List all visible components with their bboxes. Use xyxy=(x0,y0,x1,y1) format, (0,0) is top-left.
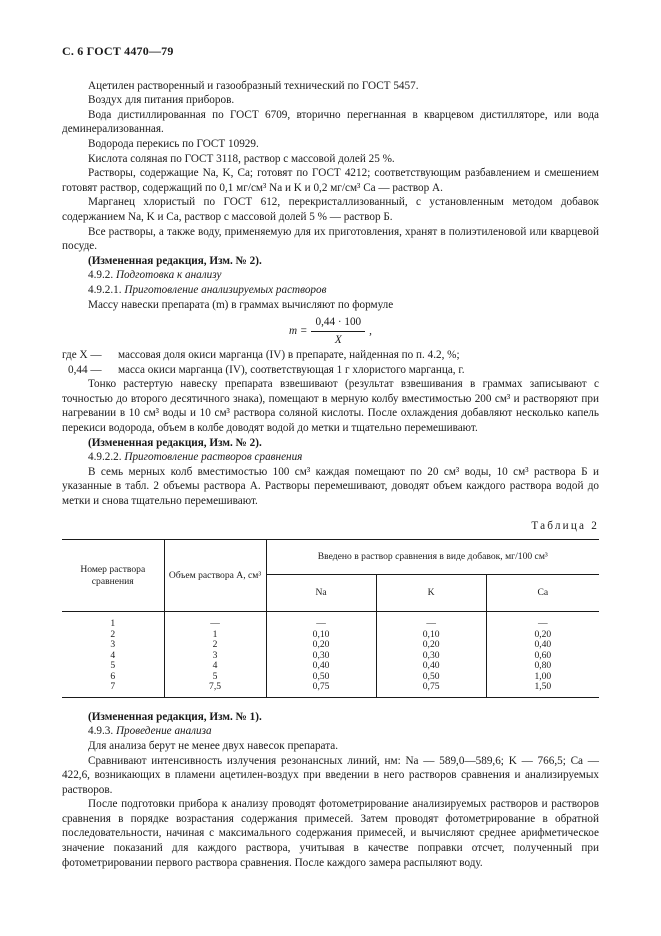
column-header-volume: Объем раствора А, см³ xyxy=(164,540,266,612)
cell-k: 0,30 xyxy=(376,651,486,662)
formula-numerator: 0,44 · 100 xyxy=(311,315,365,332)
cell-k: 0,75 xyxy=(376,682,486,697)
cell-volume: 1 xyxy=(164,630,266,641)
cell-number: 3 xyxy=(62,640,164,651)
legend-text: масса окиси марганца (IV), соответствующая 1 г хлористого марганца, г. xyxy=(118,363,465,376)
edit-note-3: (Измененная редакция, Изм. № 1). xyxy=(88,710,262,723)
formula-fraction xyxy=(311,315,365,347)
legend-row xyxy=(62,363,599,378)
mass-formula xyxy=(62,314,599,348)
cell-k: — xyxy=(376,612,486,630)
paragraph-peroxide: Водорода перекись по ГОСТ 10929. xyxy=(88,137,259,150)
table-row xyxy=(62,612,599,630)
column-header-na: Na xyxy=(266,575,376,612)
formula-tail: , xyxy=(369,324,372,337)
section-title: Проведение анализа xyxy=(115,725,212,738)
paragraph-resonance-lines: Сравнивают интенсивность излучения резонансных линий, нм: Na — 589,0—589,6; K — 766,5; Ca — 422,6, возникающих в пламени ацетилен-воздух при введении в него растворов сравнения и анализируемых растворов. xyxy=(62,754,599,796)
formula-lhs: m = xyxy=(289,324,308,337)
paragraph-photometry: После подготовки прибора к анализу проводят фотометрирование анализируемых растворов и растворов сравнения в порядке возрастания содержания примесей. Затем проводят фотометрирование в обратной последовательности, начиная с максимального содержания примесей, и вычисляют среднее арифметическое значение показаний для каждого раствора, учитывая в качестве поправки отсчет, полученный при фотометрировании первого раствора сравнения. После каждого замера распыляют воду. xyxy=(62,798,599,869)
paragraph-water: Вода дистиллированная по ГОСТ 6709, вторично перегнанная в кварцевом дистилляторе, или вода деминерализованная. xyxy=(62,108,599,136)
cell-ca: 1,50 xyxy=(486,682,599,697)
legend-row xyxy=(62,348,599,363)
cell-number: 1 xyxy=(62,612,164,630)
cell-volume: 2 xyxy=(164,640,266,651)
cell-number: 4 xyxy=(62,651,164,662)
formula-denominator: X xyxy=(334,333,342,346)
section-title: Приготовление анализируемых растворов xyxy=(124,283,327,296)
column-header-number: Номер раствора сравнения xyxy=(62,540,164,612)
table-row xyxy=(62,630,599,641)
section-number: 4.9.3. xyxy=(88,725,114,738)
cell-ca: 0,80 xyxy=(486,661,599,672)
paragraph-acetylene: Ацетилен растворенный и газообразный технический по ГОСТ 5457. xyxy=(88,79,419,92)
cell-na: 0,50 xyxy=(266,672,376,683)
cell-k: 0,20 xyxy=(376,640,486,651)
cell-volume: 7,5 xyxy=(164,682,266,697)
section-number: 4.9.2.2. xyxy=(88,451,122,464)
paragraph-solution-a: Растворы, содержащие Na, K, Ca; готовят по ГОСТ 4212; соответствующим разбавлением и смешением готовят раствор, содержащий по 0,1 мг/см³ Na и K и 0,2 мг/см³ Ca — раствор А. xyxy=(62,167,599,194)
legend-text: массовая доля окиси марганца (IV) в препарате, найденная по п. 4.2, %; xyxy=(118,349,460,362)
page-header: С. 6 ГОСТ 4470—79 xyxy=(62,44,174,58)
cell-na: 0,20 xyxy=(266,640,376,651)
column-header-ca: Ca xyxy=(486,575,599,612)
cell-ca: 0,60 xyxy=(486,651,599,662)
cell-ca: 0,20 xyxy=(486,630,599,641)
cell-volume: 3 xyxy=(164,651,266,662)
cell-na: 0,10 xyxy=(266,630,376,641)
paragraph-mass-intro: Массу навески препарата (m) в граммах вычисляют по формуле xyxy=(88,298,394,311)
cell-volume: 4 xyxy=(164,661,266,672)
cell-ca: — xyxy=(486,612,599,630)
section-4-9-3 xyxy=(62,724,599,739)
table-row xyxy=(62,661,599,672)
legend-label: 0,44 — xyxy=(68,363,102,376)
cell-na: — xyxy=(266,612,376,630)
section-number: 4.9.2.1. xyxy=(88,283,122,296)
cell-ca: 0,40 xyxy=(486,640,599,651)
table-2 xyxy=(62,539,599,698)
section-number: 4.9.2. xyxy=(88,269,114,282)
table-row xyxy=(62,651,599,662)
edit-note-1: (Измененная редакция, Изм. № 2). xyxy=(88,254,262,267)
cell-volume: — xyxy=(164,612,266,630)
section-4-9-2-2 xyxy=(62,450,599,465)
column-header-k: K xyxy=(376,575,486,612)
cell-k: 0,40 xyxy=(376,661,486,672)
cell-volume: 5 xyxy=(164,672,266,683)
cell-number: 6 xyxy=(62,672,164,683)
cell-na: 0,40 xyxy=(266,661,376,672)
section-title: Подготовка к анализу xyxy=(115,269,222,282)
section-4-9-2 xyxy=(62,268,599,283)
section-title: Приготовление растворов сравнения xyxy=(124,451,303,464)
table-row xyxy=(62,682,599,697)
edit-note-2: (Измененная редакция, Изм. № 2). xyxy=(88,436,262,449)
cell-ca: 1,00 xyxy=(486,672,599,683)
column-header-group: Введено в раствор сравнения в виде добавок, мг/100 см³ xyxy=(266,540,599,575)
section-4-9-2-1 xyxy=(62,283,599,298)
table-row xyxy=(62,640,599,651)
paragraph-storage: Все растворы, а также воду, применяемую для их приготовления, хранят в полиэтиленовой или кварцевой посуде. xyxy=(62,225,599,253)
paragraph-air: Воздух для питания приборов. xyxy=(88,94,235,107)
cell-na: 0,30 xyxy=(266,651,376,662)
cell-number: 5 xyxy=(62,661,164,672)
paragraph-hcl: Кислота соляная по ГОСТ 3118, раствор с массовой долей 25 %. xyxy=(88,152,395,165)
cell-k: 0,50 xyxy=(376,672,486,683)
cell-number: 2 xyxy=(62,630,164,641)
table-row xyxy=(62,672,599,683)
cell-k: 0,10 xyxy=(376,630,486,641)
paragraph-weighing: Тонко растертую навеску препарата взвешивают (результат взвешивания в граммах записывают с точностью до второго десятичного знака), помещают в мерную колбу вместимостью 200 см³ и растворяют при нагревании в 10 см³ воды и 10 см³ раствора соляной кислоты. После охлаждения добавляют несколько капель перекиси водорода, объем в колбе доводят водой до метки и тщательно перемешивают. xyxy=(62,378,599,435)
paragraph-samples: Для анализа берут не менее двух навесок препарата. xyxy=(88,739,339,752)
cell-na: 0,75 xyxy=(266,682,376,697)
paragraph-solution-b: Марганец хлористый по ГОСТ 612, перекристаллизованный, с установленным методом добавок содержанием Na, K и Ca, раствор с массовой долей 5 % — раствор Б. xyxy=(62,196,599,223)
legend-label: где X — xyxy=(62,349,102,362)
table-caption: Таблица 2 xyxy=(531,519,599,532)
paragraph-reference-solutions: В семь мерных колб вместимостью 100 см³ каждая помещают по 20 см³ воды, 10 см³ раствора Б и указанные в табл. 2 объемы раствора А. Растворы перемешивают, доводят объем каждого раствора водой до метки и снова тщательно перемешивают. xyxy=(62,465,599,508)
cell-number: 7 xyxy=(62,682,164,697)
